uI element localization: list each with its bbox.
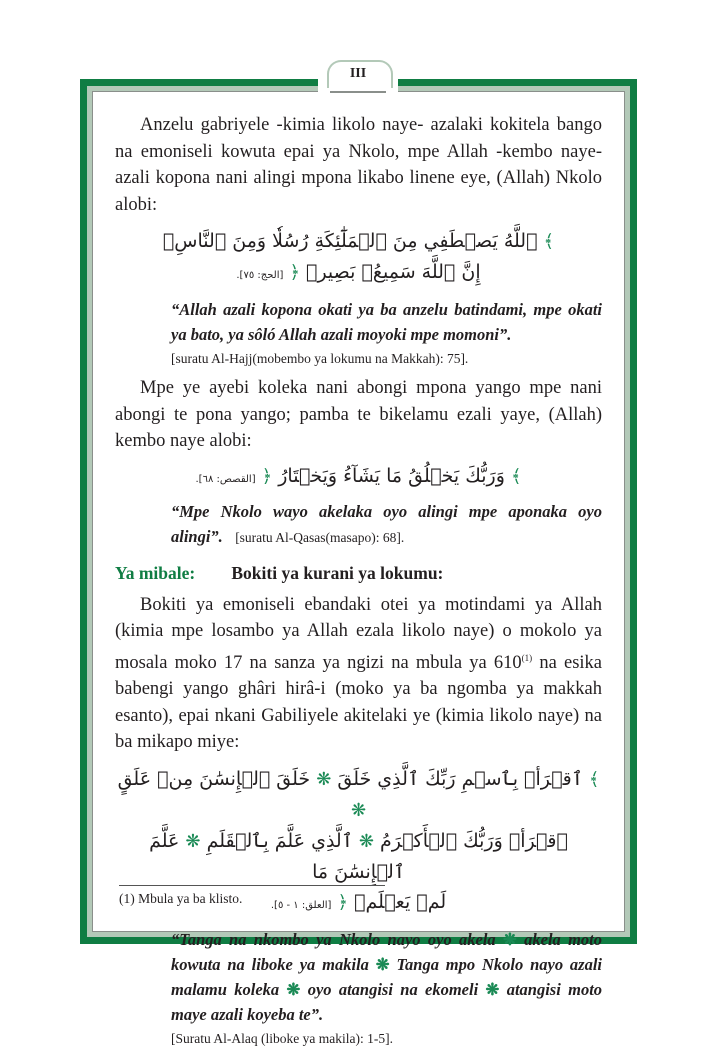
citation-alaq: [Suratu Al-Alaq (liboke ya makila): 1-5]. (171, 1030, 393, 1046)
star-icon: ❋ (350, 799, 367, 821)
quran-verse-hajj: ﴾ ٱللَّهُ يَصۡطَفِي مِنَ ٱلۡمَلَٰٓئِكَةِ رُسُلٗا وَمِنَ ٱلنَّاسِۚ إِنَّ ٱللَّهَ سَمِيعُۢ بَصِيرٞ ﴿ [الحج: ٧٥]. (162, 230, 555, 283)
verse-reference: [القصص: ٦٨]. (195, 473, 256, 485)
citation-hajj: [suratu Al-Hajj(mobembo ya lokumu na Makkah): 75]. (171, 351, 469, 366)
verse-reference: [العلق: ١ - ٥]. (270, 899, 332, 911)
star-icon: ❋ (375, 954, 390, 974)
translation-qasas: “Mpe Nkolo wayo akelaka oyo alingi mpe aponaka oyo alingi”. [suratu Al-Qasas(masapo): 68]. (171, 501, 602, 546)
close-bracket-icon: ﴿ (289, 262, 300, 283)
close-bracket-icon: ﴿ (337, 891, 349, 913)
star-icon: ❋ (316, 768, 332, 790)
star-icon: ❋ (502, 929, 517, 949)
citation-qasas: [suratu Al-Qasas(masapo): 68]. (235, 529, 405, 545)
footnote-divider (119, 885, 385, 886)
open-bracket-icon: ﴾ (543, 231, 555, 252)
page-content (115, 112, 602, 1049)
star-icon: ❋ (185, 830, 201, 852)
star-icon: ❋ (358, 830, 374, 852)
section-label: Ya mibale: (115, 562, 196, 583)
translation-alaq: “Tanga na nkombo ya Nkolo nayo oyo akela ❋ akela moto kowuta na liboke ya makila ❋ Tanga mpo Nkolo nayo azali malamu koleka ❋ oyo atangisi na ekomeli ❋ atangisi moto maye azali koyeba te”. (171, 929, 603, 1024)
section-title: Bokiti ya kurani ya lokumu: (231, 562, 444, 583)
close-bracket-icon: ﴿ (261, 465, 273, 487)
page-number: III (349, 66, 367, 81)
star-icon: ❋ (286, 979, 301, 999)
star-icon: ❋ (485, 979, 500, 999)
paragraph-intro: Anzelu gabriyele -kimia likolo naye- azalaki kokitela bango na emoniseli kowuta epai ya Nkolo, mpe Allah -kembo naye- azali kopona nani alingi mpona likabo linene eye, (Allah) Nkolo alobi: (115, 115, 602, 215)
footnote-marker[interactable]: (1) (521, 652, 533, 663)
footnote: (1) Mbula ya ba klisto. (119, 891, 243, 906)
translation-hajj: “Allah azali kopona okati ya ba anzelu batindami, mpe okati ya bato, ya sôló Allah azali moyoki mpe momoni”. (171, 300, 602, 344)
paragraph-choice: Mpe ye ayebi koleka nani abongi mpona yango mpe nani abongi te pona yango; pamba te bikelamu ezali yaye, (Allah) kembo naye alobi: (115, 378, 602, 451)
paragraph-revelation: Bokiti ya emoniseli ebandaki otei ya motindami ya Allah (kimia mpe losambo ya Allah ezala likolo naye) o mokolo ya mosala moko 17 na sanza ya ngizi na mbula ya 610$^{(1)}$ na esika babengi yango ghâri hirâ-i (moko ya ba ngomba ya makkah esanto), epai nkani Gabiliyele akitelaki ye (kimia likolo naye) na ba mikapo miye: (115, 594, 602, 753)
quran-verse-alaq: ﴾ ٱقۡرَأۡ بِٱسۡمِ رَبِّكَ ٱلَّذِي خَلَقَ ❋ خَلَقَ ٱلۡإِنسَٰنَ مِنۡ عَلَقٍ ❋ ٱقۡرَأۡ وَرَبُّكَ ٱلۡأَكۡرَمُ ❋ ٱلَّذِي عَلَّمَ بِٱلۡقَلَمِ ❋ عَلَّمَ ٱلۡإِنسَٰنَ مَا لَمۡ يَعۡلَمۡ ﴿ [العلق: ١ - ٥]. (117, 767, 600, 913)
open-bracket-icon: ﴾ (588, 768, 600, 790)
section-heading (115, 560, 602, 586)
quran-verse-qasas: ﴾ وَرَبُّكَ يَخۡلُقُ مَا يَشَآءُ وَيَخۡتَارُ ﴿ [القصص: ٦٨]. (195, 464, 522, 487)
divider (330, 91, 386, 93)
open-bracket-icon: ﴾ (510, 465, 522, 487)
verse-reference: [الحج: ٧٥]. (236, 270, 284, 281)
